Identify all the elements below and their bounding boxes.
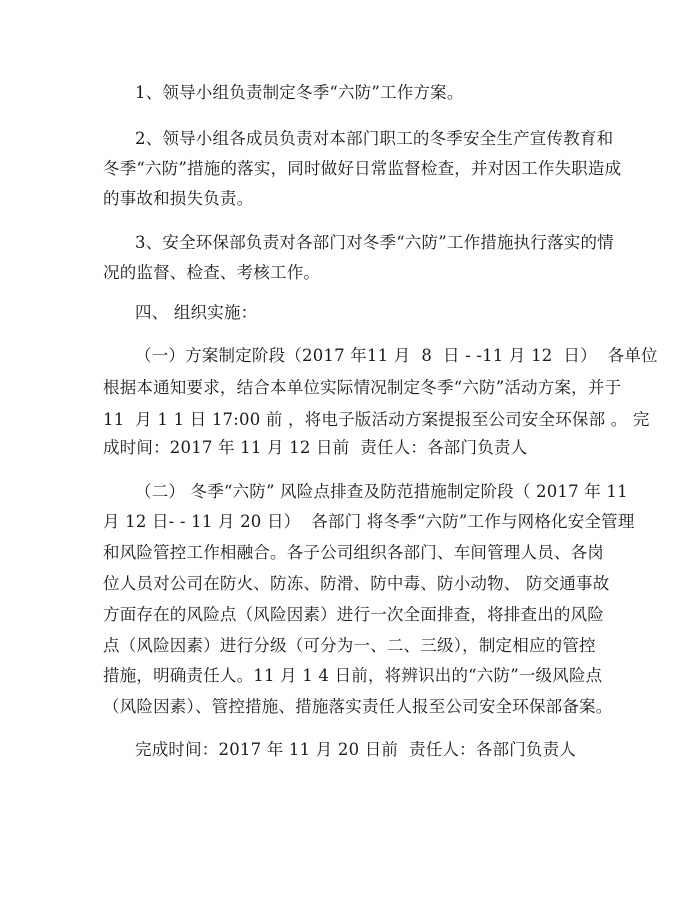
phase-2-line-7: 措施，明确责任人。11 月 1 4 日前，将辨识出的“六防”一级风险点 — [103, 666, 603, 685]
phase-1-line-1: （一）方案制定阶段（2017 年11 月 8 日 - -11 月 12 日） 各单位 — [135, 346, 658, 365]
para-2-line-2: 冬季“六防”措施的落实，同时做好日常监督检查，并对因工作失职造成 — [103, 159, 622, 178]
para-3-line-2: 况的监督、检查、考核工作。 — [103, 263, 321, 282]
phase-2-line-4: 位人员对公司在防火、防冻、防滑、防中毒、防小动物、 防交通事故 — [103, 574, 610, 593]
para-2-line-1: 2、领导小组各成员负责对本部门职工的冬季安全生产宣传教育和 — [135, 129, 614, 148]
phase-2-line-2: 月 12 日- - 11 月 20 日） 各部门 将冬季“六防”工作与网格化安全管理 — [103, 512, 635, 531]
section-heading-4: 四、 组织实施： — [135, 303, 258, 322]
phase-2-line-5: 方面存在的风险点（风险因素）进行一次全面排查，将排查出的风险 — [103, 605, 604, 624]
phase-2-line-6: 点（风险因素）进行分级（可分为一、二、三级），制定相应的管控 — [103, 636, 596, 655]
phase-2-completion: 完成时间：2017 年 11 月 20 日前 责任人：各部门负责人 — [135, 740, 576, 759]
phase-1-line-2: 根据本通知要求，结合本单位实际情况制定冬季“六防”活动方案，并于 — [103, 378, 622, 397]
phase-1-line-3: 11 月 1 1 日 17:00 前 ，将电子版活动方案提报至公司安全环保部 。 完 — [103, 410, 650, 429]
phase-2-line-1: （二） 冬季“六防” 风险点排查及防范措施制定阶段（ 2017 年 11 — [135, 482, 628, 501]
phase-2-line-3: 和风险管控工作相融合。各子公司组织各部门、车间管理人员、各岗 — [103, 543, 604, 562]
phase-1-line-4: 成时间：2017 年 11 月 12 日前 责任人：各部门负责人 — [103, 438, 528, 457]
phase-2-line-8: （风险因素）、管控措施、措施落实责任人报至公司安全环保部备案。 — [103, 697, 613, 716]
para-1-line-1: 1、领导小组负责制定冬季“六防”工作方案。 — [135, 83, 464, 102]
para-2-line-3: 的事故和损失负责。 — [103, 189, 254, 208]
para-3-line-1: 3、安全环保部负责对各部门对冬季“六防”工作措施执行落实的情 — [135, 233, 614, 252]
